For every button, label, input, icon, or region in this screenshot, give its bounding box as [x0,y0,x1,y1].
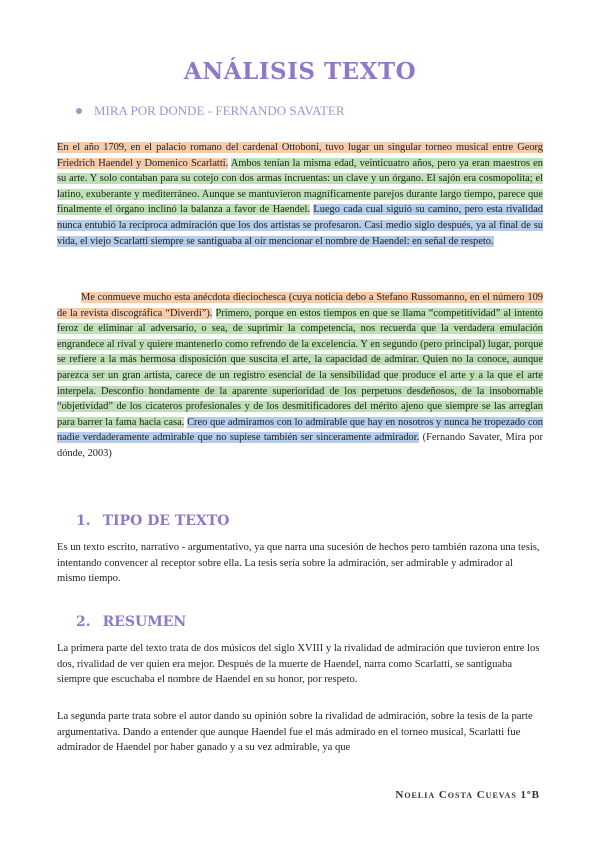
quote-segment: En el año 1709, en el palacio romano del cardenal Ottoboni, tuvo lugar un singular torneo musical entre Georg Friedrich Haendel y Domenico Scarlatti. [57,142,543,169]
section-number: 1. [76,513,91,529]
section-paragraph: La segunda parte trata sobre el autor dando su opinión sobre la rivalidad de admiración, sobre la tesis de la parte argumentativa. Dando a entender que aunque Haendel fue el más admirado en el torneo musical, Scarlatti fue admirador de Haendel por haber ganado y a su vez admirable, ya que [57,711,533,754]
subtitle-text: MIRA POR DONDE - FERNANDO SAVATER [94,103,345,118]
section-paragraph: Es un texto escrito, narrativo - argumentativo, ya que narra una sucesión de hechos pero también razona una tesis, intentando convencer al receptor sobre ella. La tesis sería sobre la admiración, ser admirable y admirador al mismo tiempo. [57,542,540,585]
quote-citation: (Fernando Savater, Mira por dónde, 2003) [57,432,543,459]
quote-paragraph-1 [57,140,543,249]
footer-author: Noelia Costa Cuevas 1ºB [395,789,540,801]
quote-segment: Creo que admiramos con lo admirable que hay en nosotros y nunca he tropezado con nadie verdaderamente admirable que no supiese también ser sinceramente admirador. [57,416,544,444]
section-paragraph: La primera parte del texto trata de dos músicos del siglo XVIII y la rivalidad de admiración que tuvieron entre los dos, rivalidad de ver quien era mejor. Después de la muerte de Haendel, narra como Scarlatti, se santiguaba siempre que escuchaba el nombre de Haendel en su honor, por respeto. [57,643,540,686]
quote-segment: Primero, porque en estos tiempos en que se llama “competitividad” al intento feroz de eliminar al adversario, o sea, de suprimir la competencia, nos recuerda que la verdadera emulación engrandece al rival y quiere mantenerlo como refrendo de la excelencia. Y en segundo (pero principal) lugar, porque se refiere a la más hermosa disposición que suscita el arte, la capacidad de admirar. Quien no la conoce, aunque parezca ser un gran artista, carece de un registro esencial de la sensibilidad que produce el arte y a la que el arte interpela. Desconfío hondamente de la aparente superioridad de los perpetuos desdeñosos, de la insobornable “objetividad” de los cicateros profesionales y de los desmitificadores del mérito ajeno que siempre se las arreglan para barrer la fama hacia casa. [57,307,543,428]
page-title: ANÁLISIS TEXTO [183,58,417,85]
section-title: TIPO DE TEXTO [102,513,230,529]
section-title: RESUMEN [102,614,187,630]
quote-segment: Ambos tenían la misma edad, veinticuatro años, pero ya eran maestros en su arte. Y solo contaban para su cotejo con dos armas incruentas: un clave y un órgano. El sajón era cosmopolita; el latino, exuberante y mediterráneo. Aunque se mantuvieron magníficamente parejos durante largo tiempo, parece que finalmente el órgano inclinó la balanza a favor de Haendel. [57,157,543,216]
section-heading-tipo-de-texto [76,513,229,529]
quote-segment: Me conmueve mucho esta anécdota dieciochesca (cuya noticia debo a Stefano Russomanno, en el número 109 de la revista discográfica “Diverdi”). [57,292,543,319]
section-heading-resumen [76,614,186,630]
quote-paragraph-2 [57,290,543,462]
quote-segment: Luego cada cual siguió su camino, pero esta rivalidad nunca entubió la recíproca admiración que los dos artistas se profesaron. Casi medio siglo después, ya al final de su vida, el viejo Scarlatti siempre se santiguaba al oír mencionar el nombre de Haendel: en señal de respeto. [57,204,543,247]
bullet-icon [76,108,82,114]
subtitle [76,103,345,119]
section-number: 2. [76,614,91,630]
